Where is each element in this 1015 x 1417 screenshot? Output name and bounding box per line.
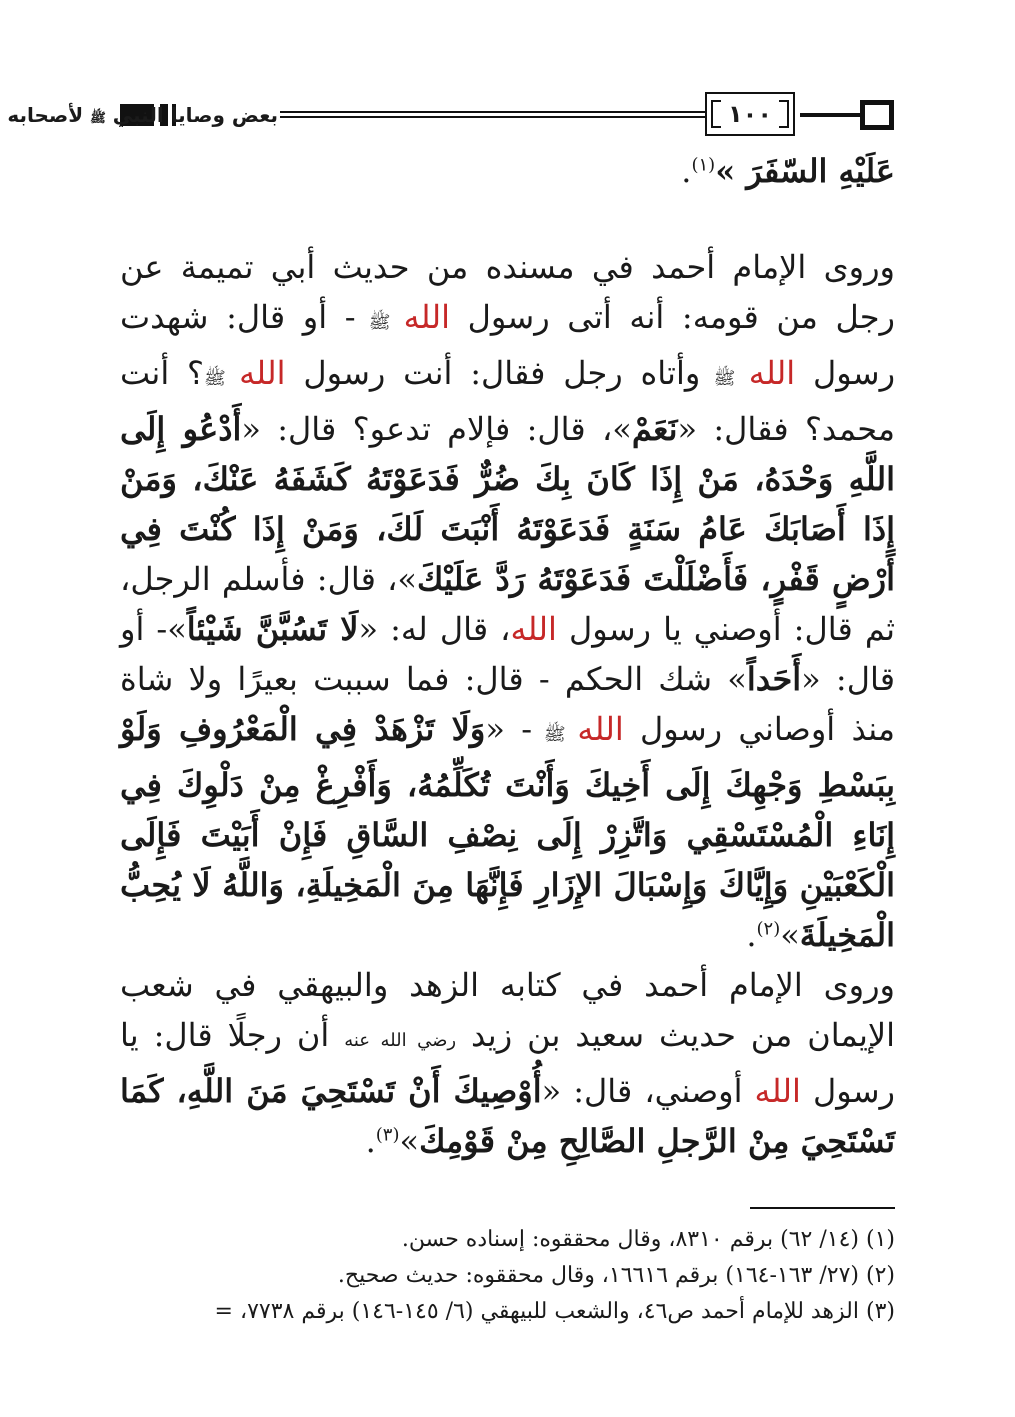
paragraph-said-ibn-zayd xyxy=(120,960,895,1166)
allah-name: الله xyxy=(577,710,624,748)
narration-text: ؟ أنت محمد؟ فقال: « xyxy=(120,354,896,448)
footnote-ref: (٢) xyxy=(756,918,781,940)
allah-name: الله xyxy=(510,610,557,648)
footnote-1: (١) (١٤/ ٦٢) برقم ٨٣١٠، وقال محققوه: إسناده حسن. xyxy=(401,1227,895,1252)
header-book-title xyxy=(7,100,278,134)
running-header xyxy=(7,92,895,138)
narration-text: أن رجلًا قال: يا رسول xyxy=(120,1016,896,1110)
page-number: ١٠٠ xyxy=(728,100,772,128)
sentence-end: . xyxy=(365,1122,376,1160)
allah-name: الله xyxy=(239,354,286,392)
narration-text: »، قال: فإلام تدعو؟ قال: « xyxy=(241,410,632,448)
footnote-3: (٣) الزهد للإمام أحمد ص٤٦، والشعب للبيهقي (٦/ ١٤٥-١٤٦) برقم ٧٧٣٨، = xyxy=(214,1299,895,1324)
honorific-glyph: رضي الله عنه xyxy=(344,1030,457,1051)
sentence-end: . xyxy=(681,152,692,190)
narration-text: وروى الإمام أحمد في كتابه الزهد والبيهقي في شعب الإيمان من حديث سعيد بن زيد xyxy=(120,966,896,1054)
footnote-separator xyxy=(750,1207,895,1209)
narration-text: - أو قال: شهدت رسول xyxy=(120,298,896,392)
narration-text: وأتاه رجل فقال: أنت رسول xyxy=(285,354,701,392)
honorific-glyph: ﷺ xyxy=(90,111,106,126)
narration-text: » xyxy=(780,916,800,954)
header-title-start: بعض وصايا النبي xyxy=(112,103,278,127)
narration-text: » xyxy=(399,1122,420,1160)
honorific-glyph: ﷺ xyxy=(355,312,404,333)
footnote-ref: (١) xyxy=(691,154,716,176)
narration-text: أوصني، قال: « xyxy=(541,1072,755,1110)
honorific-glyph: ﷺ xyxy=(204,368,240,389)
page-number-box xyxy=(705,92,795,136)
footnote-2: (٢) (٢٧/ ١٦٣-١٦٤) برقم ١٦٦١٦، وقال محققوه: حديث صحيح. xyxy=(337,1263,895,1288)
hadith-quote: نَعَمْ xyxy=(631,410,678,448)
allah-name: الله xyxy=(754,1072,801,1110)
paragraph-continuation xyxy=(120,146,895,196)
footnotes xyxy=(100,1222,895,1330)
honorific-glyph: ﷺ xyxy=(700,368,749,389)
honorific-glyph: ﷺ xyxy=(532,724,578,745)
sentence-end: . xyxy=(746,916,757,954)
hadith-quote: وَلَا تَزْهَدْ فِي الْمَعْرُوفِ وَلَوْ بِبَسْطِ وَجْهِكَ إِلَى أَخِيكَ وَأَنْتَ تُكَلِّمُهُ، وَأَفْرِغْ مِنْ دَلْوِكَ فِي إِنَاءِ الْمُسْتَسْقِي وَاتَّزِرْ إِلَى نِصْفِ السَّاقِ فَإِنْ أَبَيْتَ فَإِلَى الْكَعْبَيْنِ وَإِيَّاكَ وَإِسْبَالَ الإِزَارِ فَإِنَّهَا مِنَ الْمَخِيلَةِ، وَاللَّهُ لَا يُحِبُّ الْمَخِيلَةَ xyxy=(120,710,895,954)
narration-text: وروى الإمام أحمد في مسنده من حديث أبي تميمة عن رجل من قومه: أنه أتى رسول xyxy=(120,248,895,336)
hadith-quote: أُوْصِيكَ أَنْ تَسْتَحِيَ مَنَ اللَّهِ، كَمَا تَسْتَحِيَ مِنْ الرَّجلِ الصَّالِحِ مِنْ قَوْمِكَ xyxy=(120,1072,895,1160)
header-rule xyxy=(800,113,860,117)
narration-text: - « xyxy=(485,710,533,748)
paragraph-abu-tamima xyxy=(120,242,895,960)
hadith-quote: لَا تَسُبَّنَّ شَيْئاً xyxy=(186,610,359,648)
header-title-end: لأصحابه xyxy=(7,103,84,127)
narration-text: » شك الحكم - قال: فما سببت بعيرًا ولا شاة منذ أوصاني رسول xyxy=(120,660,896,748)
header-end-ornament xyxy=(860,100,894,130)
hadith-quote: عَلَيْهِ السّفَرَ » xyxy=(715,152,895,190)
narration-text: »، قال: فأسلم الرجل، ثم قال: أوصني يا رسول xyxy=(120,560,896,648)
hadith-quote: أَدْعُو إِلَى اللَّهِ وَحْدَهُ، مَنْ إِذَا كَانَ بِكَ ضُرٌّ فَدَعَوْتَهُ كَشَفَهُ عَنْكَ، وَمَنْ إِذَا أَصَابَكَ عَامُ سَنَةٍ فَدَعَوْتَهُ أَنْبَتَ لَكَ، وَمَنْ إِذَا كُنْتَ فِي أَرْضٍ قَفْرٍ، فَأَضْلَلْتَ فَدَعَوْتَهُ رَدَّ عَلَيْكَ xyxy=(120,410,896,598)
narration-text: »- أو قال: « xyxy=(120,610,896,698)
narration-text: ، قال له: « xyxy=(358,610,511,648)
header-double-rule xyxy=(280,111,705,118)
hadith-quote: أَحَداً xyxy=(746,660,802,698)
allah-name: الله xyxy=(403,298,450,336)
footnote-ref: (٣) xyxy=(375,1124,400,1146)
allah-name: الله xyxy=(748,354,796,392)
